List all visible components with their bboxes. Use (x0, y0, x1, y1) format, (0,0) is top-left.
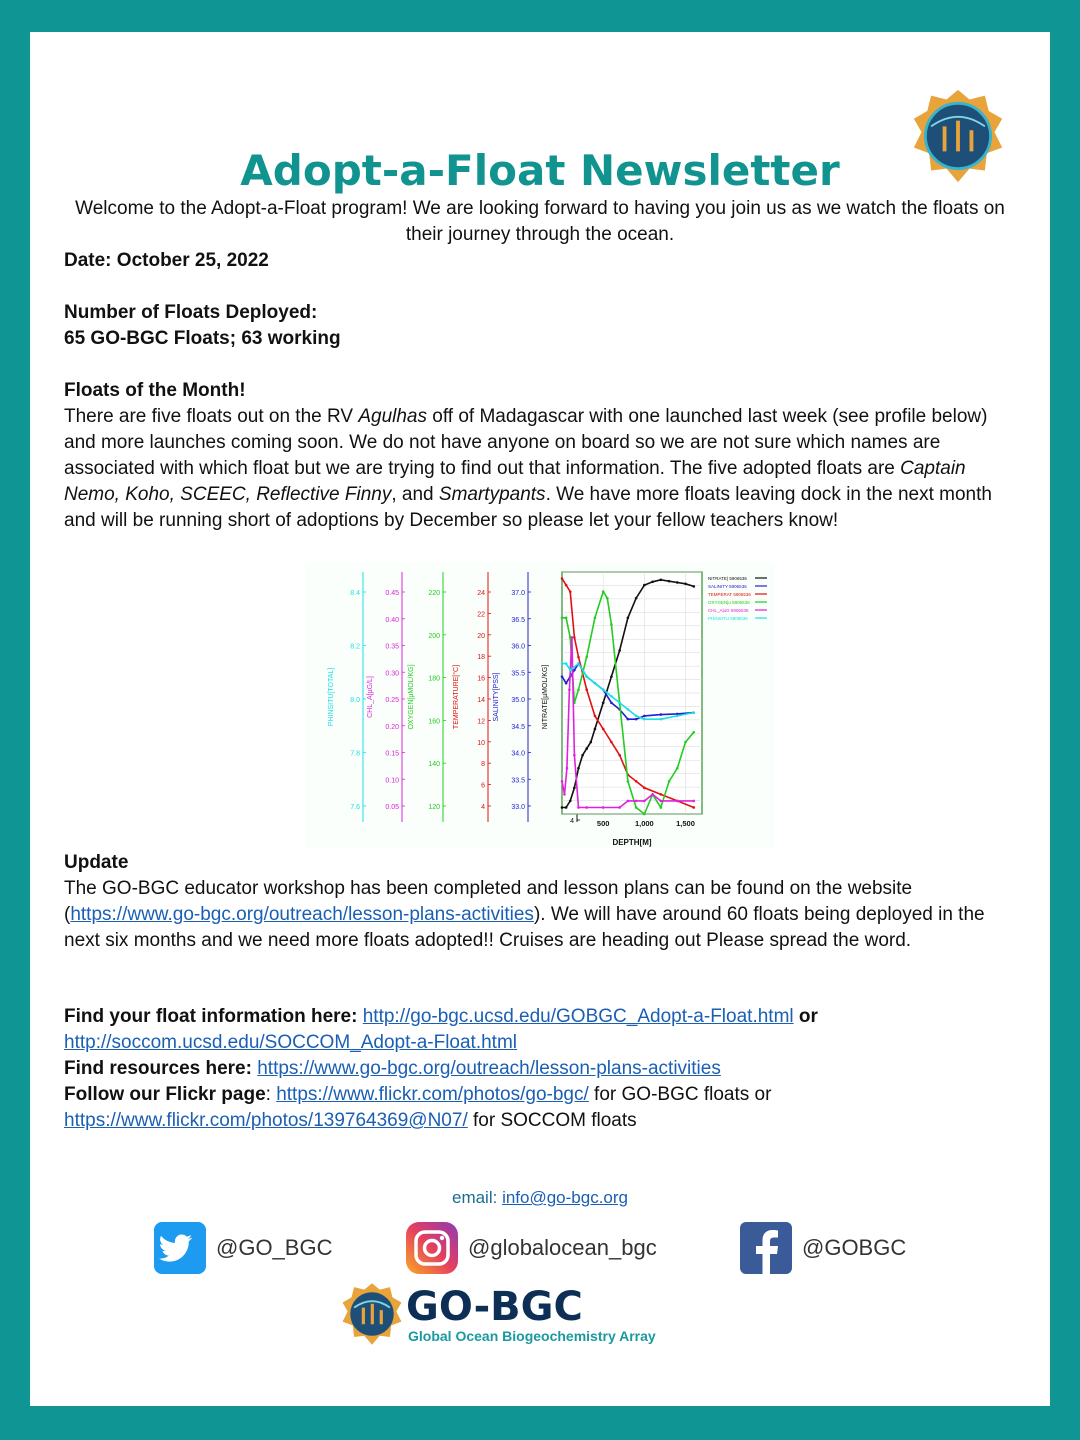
flickr-text-1: for GO-BGC floats or (588, 1084, 772, 1105)
axis-tick-label: 20 (477, 632, 485, 640)
axis-tick-label: 0.25 (385, 697, 399, 704)
axis-tick-label: 36.0 (511, 643, 525, 651)
axis-tick-label: 12 (477, 718, 485, 726)
axis-tick-label: 0.15 (385, 750, 399, 758)
go-bgc-footer-logo (340, 1282, 740, 1352)
series-point (643, 787, 646, 790)
email-line (30, 1188, 1050, 1208)
axis-tick-label: 0.05 (385, 804, 399, 811)
axis-tick-label: 180 (428, 675, 440, 683)
fom-text-3: , and (391, 484, 439, 505)
series-point (561, 806, 564, 809)
axis-tick-label: 8 (481, 761, 485, 769)
flickr-line (64, 1082, 1024, 1108)
series-point (571, 636, 574, 639)
series-point (676, 767, 679, 770)
series-point (610, 675, 613, 678)
axis-tick-label: 35.0 (511, 697, 525, 704)
twitter-handle[interactable] (154, 1220, 332, 1276)
axis-tick-label: 33.5 (511, 777, 525, 785)
series-point (577, 688, 580, 691)
x-axis-label: DEPTH[M] (612, 838, 652, 847)
series-point (660, 713, 663, 716)
series-point (568, 688, 571, 691)
axis-label: CHL_A[µG/L] (367, 676, 374, 718)
series-point (585, 688, 588, 691)
axis-tick-label: 4 (570, 818, 574, 825)
fom-text-2: off of Madagascar with one launched last week (see profile below) and more launches coming soon. We do not have anyone on board so we are not sure which names are associated with which float but we are trying to find out that information. The five adopted floats are (64, 406, 988, 479)
series-point (627, 718, 630, 721)
series-point (565, 662, 568, 665)
series-point (565, 806, 568, 809)
series-point (692, 731, 695, 734)
legend-entry: NITRATE| 5906536 (708, 576, 747, 581)
series-point (594, 616, 597, 619)
brand-subtitle: Global Ocean Biogeochemistry Array (408, 1328, 656, 1344)
axis-tick-label: 8.4 (350, 590, 360, 597)
update-text-2: ). We will have around 60 floats being deployed in the next six months and we need more floats adopted!! Cruises are heading out Please spread the word. (64, 904, 985, 951)
series-point (566, 767, 569, 770)
series-point (660, 718, 663, 721)
facebook-handle[interactable] (740, 1220, 906, 1276)
x-tick-label: 1,000 (634, 819, 654, 828)
axis-label: NITRATE[µMOL/KG] (542, 664, 549, 730)
float-names: Captain Nemo, Koho, SCEEC, Reflective Finny (64, 458, 966, 505)
series-point (610, 695, 613, 698)
series-point (635, 715, 638, 718)
axis-label: OXYGEN[µMOL/KG] (408, 664, 415, 730)
series-point (635, 597, 638, 600)
flickr-text-2: for SOCCOM floats (467, 1110, 637, 1131)
series-point (610, 741, 613, 744)
axis-tick-label: 0.20 (385, 723, 399, 731)
series-point (602, 590, 605, 593)
axis-label: SALINITY[PSS] (493, 672, 500, 722)
series-point (577, 656, 580, 659)
floats-of-month-paragraph (64, 404, 1024, 534)
series-point (565, 616, 568, 619)
deployed-value: 65 GO-BGC Floats; 63 working (64, 328, 341, 349)
flickr-colon: : (265, 1084, 271, 1105)
series-point (585, 747, 588, 750)
series-point (594, 715, 597, 718)
series-point (684, 741, 687, 744)
axis-tick-label: 22 (477, 611, 485, 619)
series-point (577, 806, 580, 809)
series-point (676, 581, 679, 584)
series-point (573, 787, 576, 790)
axis-tick-label: 140 (428, 761, 440, 769)
resources-line (64, 1056, 1024, 1082)
axis-tick-label: 33.0 (511, 804, 525, 811)
series-point (660, 806, 663, 809)
series-point (561, 780, 564, 783)
series-point (569, 800, 572, 803)
series-point (602, 702, 605, 705)
float-info-label: Find your float information here: (64, 1006, 358, 1027)
series-point (618, 649, 621, 652)
axis-tick-label: 220 (428, 590, 440, 597)
series-point (573, 754, 576, 757)
series-point (692, 585, 695, 588)
axis-tick-label: 6 (481, 782, 485, 790)
twitter-icon (154, 1222, 206, 1274)
series-point (618, 754, 621, 757)
axis-tick-label: 0.30 (385, 670, 399, 678)
axis-tick-label: 34.5 (511, 723, 525, 731)
instagram-label: @globalocean_bgc (468, 1235, 657, 1260)
legend-entry: TEMPERAT 5906536 (708, 592, 751, 597)
series-point (577, 662, 580, 665)
flickr-go-bgc-link[interactable]: https://www.flickr.com/photos/go-bgc/ (276, 1084, 589, 1105)
series-point (618, 806, 621, 809)
axis-tick-label: 7.8 (350, 750, 360, 758)
series-point (635, 718, 638, 721)
axis-tick-label: 0.10 (385, 777, 399, 785)
facebook-icon (740, 1222, 792, 1274)
resources-link[interactable]: https://www.go-bgc.org/outreach/lesson-plans-activities (257, 1058, 721, 1079)
fom-text-1: There are five floats out on the RV (64, 406, 359, 427)
series-point (627, 708, 630, 711)
axis-tick-label: 8.0 (350, 697, 360, 704)
series-point (561, 675, 564, 678)
axis-tick-label: 0.45 (385, 590, 399, 597)
series-point (643, 718, 646, 721)
brand-name: GO-BGC (406, 1284, 583, 1330)
series-point (585, 656, 588, 659)
soccom-adopt-link[interactable]: http://soccom.ucsd.edu/SOCCOM_Adopt-a-Float.html (64, 1032, 518, 1053)
series-point (606, 597, 609, 600)
axis-tick-label: 200 (428, 632, 440, 640)
series-point (590, 741, 593, 744)
float-profile-chart (305, 562, 775, 848)
series-point (668, 580, 671, 583)
legend-entry: OXYGEN|u 5906536 (708, 600, 750, 605)
series-point (627, 800, 630, 803)
axis-label: PHINSITU[TOTAL] (328, 667, 335, 727)
x-tick-label: 1,500 (676, 819, 695, 828)
series-point (676, 800, 679, 803)
series-point (569, 590, 572, 593)
series-point (594, 728, 597, 731)
legend-entry: PHINSITU 5906536 (708, 616, 748, 621)
axis-tick-label: 7.6 (350, 804, 360, 811)
fom-text-4: . We have more floats leaving dock in the next month and will be running short of adoptions by December so please let your fellow teachers know! (64, 484, 992, 531)
series-point (561, 577, 564, 580)
axis-tick-label: 120 (428, 804, 440, 811)
or-text: or (798, 1006, 818, 1027)
instagram-icon (406, 1222, 458, 1274)
series-point (684, 582, 687, 585)
axis-tick-label: 14 (477, 697, 485, 704)
series-point (692, 800, 695, 803)
instagram-handle[interactable] (406, 1220, 657, 1276)
series-point (635, 800, 638, 803)
update-text-1: The GO-BGC educator workshop has been completed and lesson plans can be found on the website ( (64, 878, 913, 925)
series-point (668, 780, 671, 783)
series-point (602, 688, 605, 691)
series-point (565, 682, 568, 685)
series-point (676, 715, 679, 718)
series-point (577, 767, 580, 770)
series-point (692, 711, 695, 714)
series-point (643, 813, 646, 816)
links-section (64, 1004, 1024, 1134)
resources-label: Find resources here: (64, 1058, 252, 1079)
series-point (563, 793, 566, 796)
date-line: Date: October 25, 2022 (64, 250, 269, 271)
axis-label: TEMPERATURE[°C] (453, 664, 460, 730)
legend-entry: CHL_A|uG 5906536 (708, 608, 749, 613)
newsletter-title: Adopt-a-Float Newsletter (240, 146, 840, 195)
update-heading: Update (64, 852, 129, 873)
axis-tick-label: 8.2 (350, 643, 360, 651)
series-point (594, 682, 597, 685)
twitter-label: @GO_BGC (216, 1235, 333, 1260)
deployed-heading: Number of Floats Deployed: (64, 302, 318, 323)
axis-tick-label: 18 (477, 654, 485, 662)
x-tick-label: 500 (596, 819, 610, 828)
axis-tick-label: 0.35 (385, 643, 399, 651)
series-point (581, 754, 584, 757)
series-point (660, 793, 663, 796)
floats-of-month-heading: Floats of the Month! (64, 380, 246, 401)
series-point (651, 581, 654, 584)
series-point (569, 669, 572, 672)
flickr-soccom-link[interactable]: https://www.flickr.com/photos/139764369@N07/ (64, 1110, 468, 1131)
series-point (585, 675, 588, 678)
series-point (610, 702, 613, 705)
go-bgc-emblem-icon (340, 1282, 404, 1346)
update-paragraph (64, 876, 1024, 954)
legend-entry: SALINITY 5906536 (708, 584, 747, 589)
flickr-label: Follow our Flickr page (64, 1084, 266, 1105)
lesson-plans-link[interactable]: https://www.go-bgc.org/outreach/lesson-plans-activities (70, 904, 534, 925)
axis-tick-label: 16 (477, 675, 485, 683)
axis-tick-label: 36.5 (511, 616, 525, 624)
axis-tick-label: 4 (481, 804, 485, 811)
series-point (635, 780, 638, 783)
series-point (565, 584, 568, 587)
axis-tick-label: 37.0 (511, 590, 525, 597)
axis-tick-label: 160 (428, 718, 440, 726)
facebook-label: @GOBGC (802, 1235, 907, 1260)
series-point (602, 806, 605, 809)
series-point (561, 616, 564, 619)
series-point (585, 806, 588, 809)
newsletter-page (30, 32, 1050, 1406)
series-point (651, 793, 654, 796)
series-point (643, 800, 646, 803)
series-point (635, 806, 638, 809)
ship-name: Agulhas (358, 406, 427, 427)
axis-tick-label: 34.0 (511, 750, 525, 758)
series-point (627, 780, 630, 783)
series-point (602, 728, 605, 731)
series-point (561, 662, 564, 665)
series-point (692, 806, 695, 809)
axis-tick-label: 10 (477, 739, 485, 747)
series-point (643, 715, 646, 718)
series-point (618, 702, 621, 705)
go-bgc-adopt-link[interactable]: http://go-bgc.ucsd.edu/GOBGC_Adopt-a-Float.html (362, 1006, 794, 1027)
series-point (660, 800, 663, 803)
series-point (627, 616, 630, 619)
float-name-smartypants: Smartypants (438, 484, 546, 505)
series-point (643, 584, 646, 587)
intro-text: Welcome to the Adopt-a-Float program! We are looking forward to having you join us as we watch the floats on their journey through the ocean. (75, 198, 1005, 245)
axis-tick-label: 0.40 (385, 616, 399, 624)
float-info-line (64, 1004, 1024, 1030)
series-point (573, 636, 576, 639)
axis-tick-label: 24 (477, 590, 485, 597)
axis-tick-label: 35.5 (511, 670, 525, 678)
email-link[interactable]: info@go-bgc.org (502, 1188, 629, 1207)
series-point (610, 623, 613, 626)
email-label: email: (451, 1188, 503, 1207)
series-point (573, 669, 576, 672)
series-point (660, 579, 663, 582)
